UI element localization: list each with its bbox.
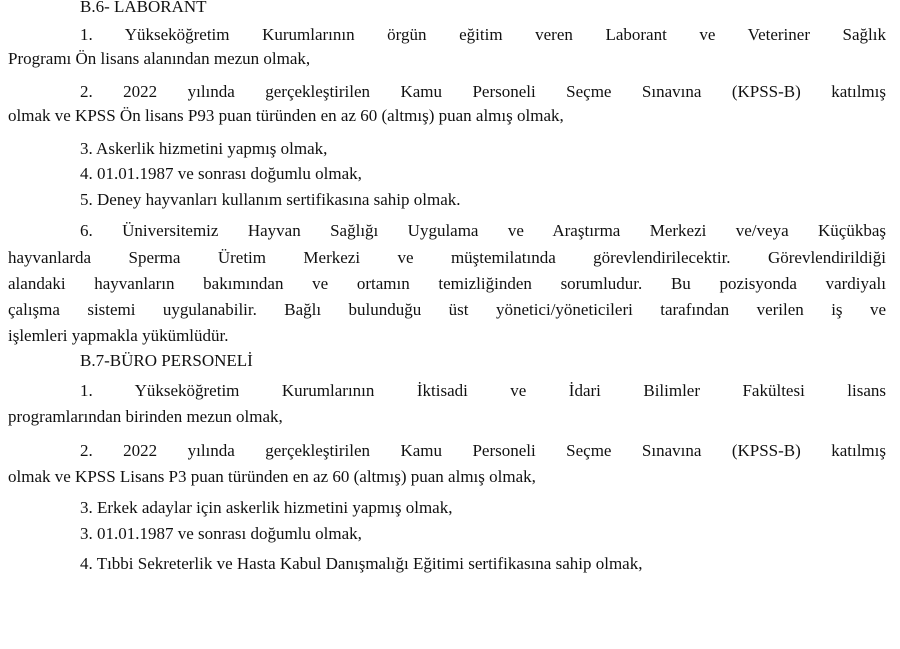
paragraph-line: olmak ve KPSS Ön lisans P93 puan türünden en az 60 (altmış) puan almış olmak, <box>8 106 564 125</box>
paragraph-line: 3. Erkek adaylar için askerlik hizmetini yapmış olmak, <box>80 498 453 517</box>
paragraph-line: 4. 01.01.1987 ve sonrası doğumlu olmak, <box>80 164 362 183</box>
paragraph-line: 2. 2022 yılında gerçekleştirilen Kamu Personeli Seçme Sınavına (KPSS-B) katılmış <box>80 82 886 101</box>
paragraph-line: 5. Deney hayvanları kullanım sertifikasına sahip olmak. <box>80 190 461 209</box>
paragraph-line: 6. Üniversitemiz Hayvan Sağlığı Uygulama ve Araştırma Merkezi ve/veya Küçükbaş <box>80 221 886 240</box>
paragraph-line: çalışma sistemi uygulanabilir. Bağlı bulunduğu üst yönetici/yöneticileri tarafından verilen iş ve <box>8 300 886 319</box>
paragraph-line: 1. Yükseköğretim Kurumlarının İktisadi ve İdari Bilimler Fakültesi lisans <box>80 381 886 400</box>
paragraph-line: 1. Yükseköğretim Kurumlarının örgün eğitim veren Laborant ve Veteriner Sağlık <box>80 25 886 44</box>
section-heading-buro-personeli: B.7-BÜRO PERSONELİ <box>80 351 253 370</box>
paragraph-line: alandaki hayvanların bakımından ve ortamın temizliğinden sorumludur. Bu pozisyonda vardiyalı <box>8 274 886 293</box>
paragraph-line: Programı Ön lisans alanından mezun olmak, <box>8 49 311 68</box>
paragraph-line: olmak ve KPSS Lisans P3 puan türünden en az 60 (altmış) puan almış olmak, <box>8 467 536 486</box>
paragraph-line: işlemleri yapmakla yükümlüdür. <box>8 326 229 345</box>
paragraph-line: 3. Askerlik hizmetini yapmış olmak, <box>80 139 328 158</box>
paragraph-line: hayvanlarda Sperma Üretim Merkezi ve müştemilatında görevlendirilecektir. Görevlendirildiği <box>8 248 886 267</box>
paragraph-line: 2. 2022 yılında gerçekleştirilen Kamu Personeli Seçme Sınavına (KPSS-B) katılmış <box>80 441 886 460</box>
paragraph-line: programlarından birinden mezun olmak, <box>8 407 283 426</box>
paragraph-line: 3. 01.01.1987 ve sonrası doğumlu olmak, <box>80 524 362 543</box>
section-heading-laborant: B.6- LABORANT <box>80 0 207 16</box>
paragraph-line: 4. Tıbbi Sekreterlik ve Hasta Kabul Danışmalığı Eğitimi sertifikasına sahip olmak, <box>80 554 643 573</box>
